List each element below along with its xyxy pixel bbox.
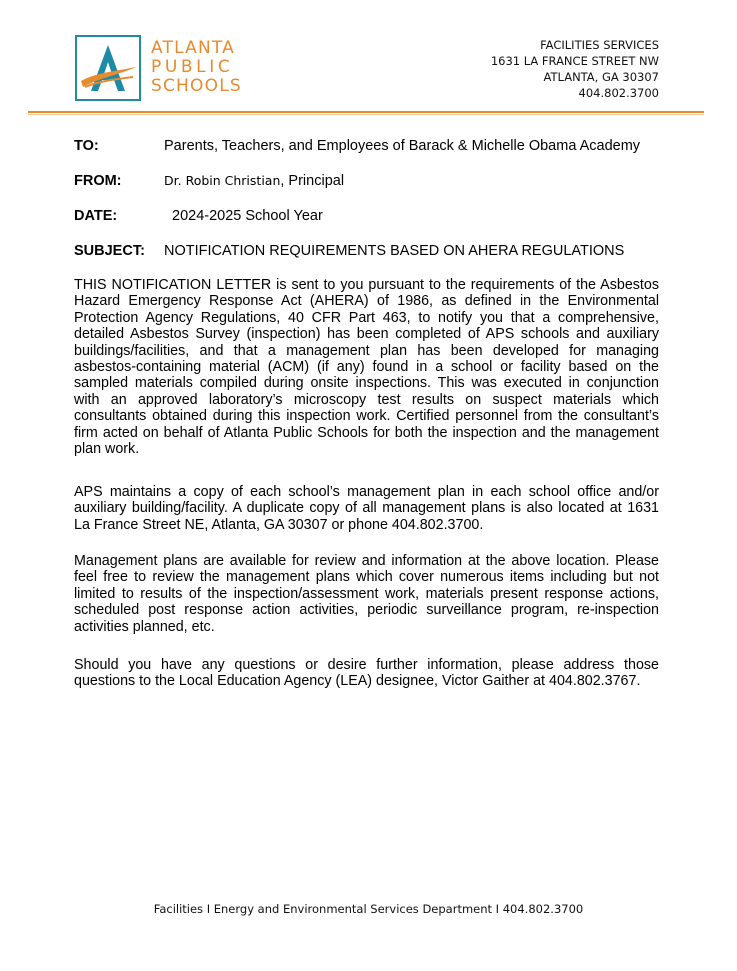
logo-line-3: SCHOOLS — [151, 76, 242, 96]
logo-a-icon — [77, 37, 139, 99]
letter-body-3 — [74, 553, 659, 635]
paragraph-management-plan-copy: APS maintains a copy of each school’s management plan in each school office and/or auxiliary building/facility. A duplicate copy of all management plans is also located at 1631 La France Street NE, Atlanta, GA 30307 or phone 404.802.3700. — [74, 484, 659, 533]
letter-body-2 — [74, 484, 659, 533]
address-line-phone: 404.802.3700 — [578, 86, 659, 100]
to-label: TO: — [74, 138, 99, 154]
header-divider — [28, 111, 704, 113]
aps-logo — [75, 35, 260, 105]
subject-value: NOTIFICATION REQUIREMENTS BASED ON AHERA REGULATIONS — [164, 243, 625, 259]
date-label: DATE: — [74, 208, 118, 224]
from-name: Dr. Robin Christian — [164, 173, 281, 188]
sender-address — [491, 37, 659, 101]
logo-mark — [75, 35, 141, 101]
address-line-city: ATLANTA, GA 30307 — [543, 70, 659, 84]
from-label: FROM: — [74, 173, 122, 189]
subject-label: SUBJECT: — [74, 243, 145, 259]
address-line-street: 1631 LA FRANCE STREET NW — [490, 54, 659, 68]
logo-wordmark — [151, 39, 242, 96]
from-value — [164, 173, 344, 189]
paragraph-notification: THIS NOTIFICATION LETTER is sent to you pursuant to the requirements of the Asbestos Hazard Emergency Response Act (AHERA) of 1986, as defined in the Environmental Protection Agency Regulations, 40 CFR Part 463, to notify you that a comprehensive, detailed Asbestos Survey (inspection) has been completed of APS schools and auxiliary buildings/facilities, and that a management plan has been developed for managing asbestos-containing material (ACM) (if any) found in a school or facility based on the sampled materials compiled during onsite inspections. This was executed in conjunction with an approved laboratory’s microscopy test results on suspect materials which consultants obtained during this inspection work. Certified personnel from the consultant’s firm acted on behalf of Atlanta Public Schools for both the inspection and the management plan work. — [74, 277, 659, 458]
logo-line-2: PUBLIC — [151, 57, 234, 77]
logo-line-1: ATLANTA — [151, 38, 235, 58]
letter-body — [74, 277, 659, 457]
paragraph-review: Management plans are available for review and information at the above location. Please feel free to review the management plans which cover numerous items including but not limited to results of the inspection/assessment work, materials present response actions, scheduled post response action activities, periodic surveillance program, re-inspection activities planned, etc. — [74, 553, 659, 635]
to-value: Parents, Teachers, and Employees of Barack & Michelle Obama Academy — [164, 138, 641, 154]
page-footer: Facilities I Energy and Environmental Services Department I 404.802.3700 — [153, 902, 584, 916]
date-value: 2024-2025 School Year — [172, 208, 323, 224]
header-divider-shadow — [28, 114, 704, 115]
address-line-dept: FACILITIES SERVICES — [540, 38, 659, 52]
from-title: , Principal — [280, 173, 345, 189]
paragraph-contact: Should you have any questions or desire further information, please address those questions to the Local Education Agency (LEA) designee, Victor Gaither at 404.802.3767. — [74, 657, 659, 690]
letter-body-4 — [74, 657, 659, 690]
